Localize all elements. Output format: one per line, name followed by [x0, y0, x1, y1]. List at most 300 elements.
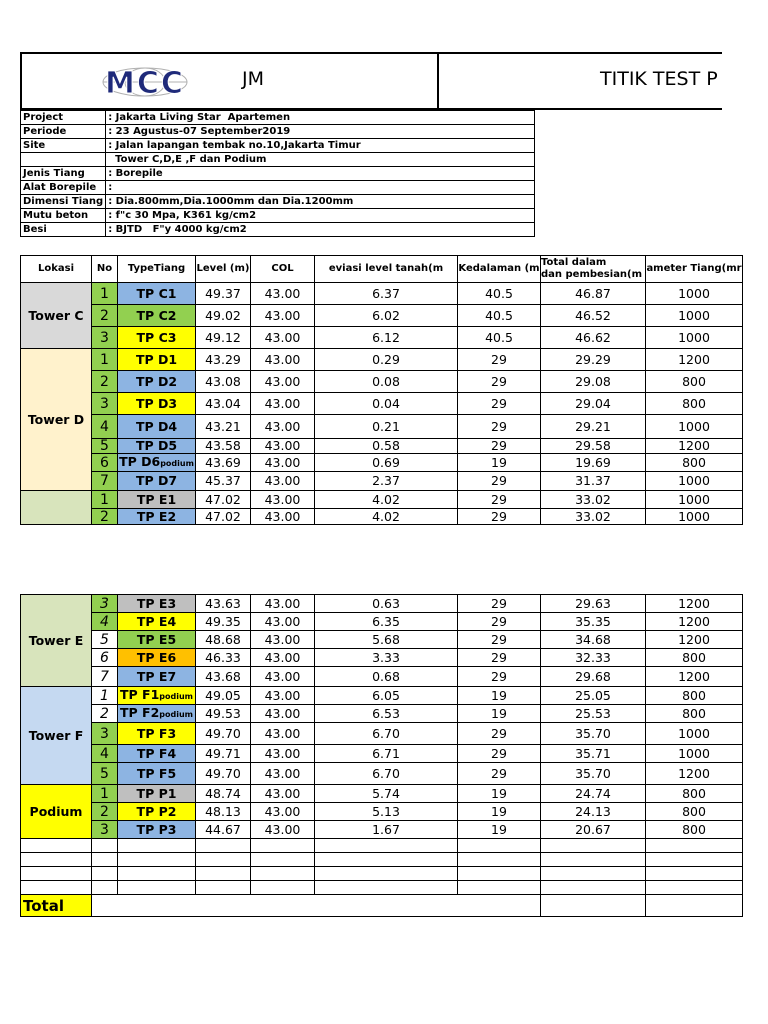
- deviation-value: 0.29: [315, 349, 458, 371]
- col-value: 43.00: [251, 821, 315, 839]
- diameter-value: 1200: [646, 595, 743, 613]
- info-key: Site: [21, 139, 106, 153]
- depth-value: 19: [458, 705, 541, 723]
- level-value: 49.70: [196, 763, 251, 785]
- empty-cell: [251, 853, 315, 867]
- depth-value: 29: [458, 595, 541, 613]
- table-row: [21, 472, 743, 491]
- col-header-diameter: ameter Tiang(mr: [646, 256, 743, 283]
- pile-type-label: TP E3: [136, 595, 177, 611]
- logo-text: MCC: [105, 66, 185, 100]
- depth-value: 29: [458, 472, 541, 491]
- deviation-value: 6.35: [315, 613, 458, 631]
- pile-type: [118, 595, 196, 613]
- pile-type: [118, 723, 196, 745]
- level-value: 48.74: [196, 785, 251, 803]
- pile-type-label: TP E7: [136, 668, 177, 684]
- deviation-value: 6.71: [315, 745, 458, 763]
- total-label: Total: [21, 895, 92, 917]
- level-value: 43.69: [196, 454, 251, 472]
- diameter-value: 1000: [646, 305, 743, 327]
- empty-cell: [251, 867, 315, 881]
- pile-type: [118, 283, 196, 305]
- row-number: 5: [92, 631, 118, 649]
- empty-cell: [541, 853, 646, 867]
- row-number: 5: [92, 763, 118, 785]
- table-row: [21, 595, 743, 613]
- table-row: [21, 439, 743, 454]
- pile-type-label: TP F4: [136, 745, 177, 761]
- depth-value: 29: [458, 631, 541, 649]
- info-value: Tower C,D,E ,F dan Podium: [106, 153, 535, 167]
- total-depth-value: 19.69: [541, 454, 646, 472]
- pile-type-label: TP F1: [119, 686, 160, 702]
- info-row: [21, 167, 535, 181]
- table-row: [21, 705, 743, 723]
- deviation-value: 6.05: [315, 687, 458, 705]
- col-value: 43.00: [251, 327, 315, 349]
- level-value: 49.05: [196, 687, 251, 705]
- total-depth-value: 24.13: [541, 803, 646, 821]
- empty-cell: [646, 853, 743, 867]
- level-value: 43.21: [196, 415, 251, 439]
- table-row: [21, 454, 743, 472]
- empty-cell: [92, 853, 118, 867]
- level-value: 49.71: [196, 745, 251, 763]
- pile-type: [118, 649, 196, 667]
- row-number: 3: [92, 821, 118, 839]
- depth-value: 19: [458, 687, 541, 705]
- depth-value: 29: [458, 613, 541, 631]
- level-value: 43.58: [196, 439, 251, 454]
- depth-value: 29: [458, 509, 541, 525]
- total-depth-value: 24.74: [541, 785, 646, 803]
- depth-value: 29: [458, 439, 541, 454]
- depth-value: 40.5: [458, 327, 541, 349]
- diameter-value: 1200: [646, 613, 743, 631]
- col-value: 43.00: [251, 283, 315, 305]
- table-row: [21, 327, 743, 349]
- pile-type-label: TP F3: [136, 725, 177, 741]
- empty-cell: [196, 867, 251, 881]
- table-row: [21, 745, 743, 763]
- group-label: [21, 491, 92, 525]
- level-value: 43.68: [196, 667, 251, 687]
- col-header-deviasi: eviasi level tanah(m: [315, 256, 458, 283]
- deviation-value: 6.37: [315, 283, 458, 305]
- pile-type-label: TP C3: [136, 329, 177, 345]
- empty-cell: [21, 881, 92, 895]
- depth-value: 29: [458, 491, 541, 509]
- col-value: 43.00: [251, 631, 315, 649]
- deviation-value: 6.70: [315, 723, 458, 745]
- empty-cell: [21, 853, 92, 867]
- empty-cell: [196, 853, 251, 867]
- total-depth-value: 33.02: [541, 509, 646, 525]
- total-depth-value: 29.58: [541, 439, 646, 454]
- diameter-value: 800: [646, 687, 743, 705]
- pile-type-label: TP F2: [119, 704, 160, 720]
- diameter-value: 1000: [646, 327, 743, 349]
- total-depth-value: 20.67: [541, 821, 646, 839]
- empty-cell: [196, 881, 251, 895]
- row-number: 2: [92, 305, 118, 327]
- total-depth-value: 35.70: [541, 763, 646, 785]
- diameter-value: 800: [646, 821, 743, 839]
- pile-type: [118, 509, 196, 525]
- pile-type-label: TP F5: [136, 765, 177, 781]
- empty-row: [21, 853, 743, 867]
- diameter-value: 1200: [646, 349, 743, 371]
- pile-type-label: TP C2: [136, 307, 177, 323]
- depth-value: 29: [458, 723, 541, 745]
- pile-type: [118, 631, 196, 649]
- pile-type: [118, 371, 196, 393]
- pile-type: [118, 763, 196, 785]
- level-value: 49.37: [196, 283, 251, 305]
- empty-cell: [541, 867, 646, 881]
- total-depth-value: 46.62: [541, 327, 646, 349]
- level-value: 43.08: [196, 371, 251, 393]
- col-header-kedalaman: Kedalaman (m: [458, 256, 541, 283]
- pile-type-label: TP E4: [136, 613, 177, 629]
- total-depth-value: 33.02: [541, 491, 646, 509]
- group-label: Podium: [21, 785, 92, 839]
- info-key: Dimensi Tiang: [21, 195, 106, 209]
- pile-type: [118, 491, 196, 509]
- deviation-value: 5.68: [315, 631, 458, 649]
- empty-cell: [92, 881, 118, 895]
- level-value: 49.02: [196, 305, 251, 327]
- info-value: : Jakarta Living Star Apartemen: [106, 111, 535, 125]
- table-row: [21, 283, 743, 305]
- total-row: [21, 895, 743, 917]
- table-header-row: [21, 256, 743, 283]
- deviation-value: 5.74: [315, 785, 458, 803]
- empty-cell: [251, 881, 315, 895]
- pile-type-label: TP E2: [136, 508, 177, 524]
- empty-cell: [92, 839, 118, 853]
- deviation-value: 4.02: [315, 509, 458, 525]
- row-number: 1: [92, 283, 118, 305]
- level-value: 49.12: [196, 327, 251, 349]
- col-value: 43.00: [251, 305, 315, 327]
- deviation-value: 1.67: [315, 821, 458, 839]
- depth-value: 29: [458, 393, 541, 415]
- total-depth-value: 35.71: [541, 745, 646, 763]
- level-value: 44.67: [196, 821, 251, 839]
- row-number: 2: [92, 509, 118, 525]
- deviation-value: 0.08: [315, 371, 458, 393]
- diameter-value: 800: [646, 454, 743, 472]
- level-value: 49.53: [196, 705, 251, 723]
- pile-type: [118, 613, 196, 631]
- pile-type-label: TP D5: [135, 438, 178, 453]
- diameter-value: 1000: [646, 472, 743, 491]
- depth-value: 29: [458, 763, 541, 785]
- empty-cell: [118, 881, 196, 895]
- empty-cell: [646, 867, 743, 881]
- deviation-value: 0.68: [315, 667, 458, 687]
- deviation-value: 0.58: [315, 439, 458, 454]
- level-value: 43.63: [196, 595, 251, 613]
- info-row: [21, 181, 535, 195]
- depth-value: 19: [458, 454, 541, 472]
- row-number: 1: [92, 687, 118, 705]
- row-number: 6: [92, 649, 118, 667]
- info-value: : Dia.800mm,Dia.1000mm dan Dia.1200mm: [106, 195, 535, 209]
- pile-type-label: TP D4: [135, 418, 178, 434]
- info-key: Project: [21, 111, 106, 125]
- deviation-value: 5.13: [315, 803, 458, 821]
- level-value: 47.02: [196, 509, 251, 525]
- pile-type-label: TP P2: [136, 803, 177, 819]
- table-row: [21, 631, 743, 649]
- col-value: 43.00: [251, 613, 315, 631]
- total-depth-value: 46.52: [541, 305, 646, 327]
- table-row: [21, 649, 743, 667]
- pile-type-subscript: podium: [159, 709, 193, 719]
- row-number: 3: [92, 327, 118, 349]
- empty-cell: [315, 839, 458, 853]
- table-row: [21, 803, 743, 821]
- level-value: 47.02: [196, 491, 251, 509]
- total-depth-value: 31.37: [541, 472, 646, 491]
- deviation-value: 0.21: [315, 415, 458, 439]
- deviation-value: 6.70: [315, 763, 458, 785]
- pile-type: [118, 439, 196, 454]
- test-point-table-bottom: [20, 594, 743, 917]
- diameter-value: 1200: [646, 439, 743, 454]
- pile-type: [118, 785, 196, 803]
- empty-cell: [21, 839, 92, 853]
- depth-value: 29: [458, 745, 541, 763]
- total-depth-value: 35.35: [541, 613, 646, 631]
- info-row: [21, 209, 535, 223]
- document-header: [20, 52, 722, 110]
- diameter-value: 800: [646, 649, 743, 667]
- info-value: : Borepile: [106, 167, 535, 181]
- total-depth-value: 29.68: [541, 667, 646, 687]
- depth-value: 19: [458, 803, 541, 821]
- col-header-type: TypeTiang: [118, 256, 196, 283]
- depth-value: 29: [458, 415, 541, 439]
- empty-cell: [92, 867, 118, 881]
- row-number: 1: [92, 785, 118, 803]
- pile-type: [118, 667, 196, 687]
- pile-type: [118, 393, 196, 415]
- group-label: Tower F: [21, 687, 92, 785]
- info-value: : BJTD F"y 4000 kg/cm2: [106, 223, 535, 237]
- pile-type: [118, 687, 196, 705]
- deviation-value: 6.12: [315, 327, 458, 349]
- header-divider: [437, 54, 439, 110]
- col-header-col: COL: [251, 256, 315, 283]
- pile-type-label: TP E6: [136, 649, 177, 665]
- table-row: [21, 415, 743, 439]
- deviation-value: 3.33: [315, 649, 458, 667]
- level-value: 49.70: [196, 723, 251, 745]
- info-key: Besi: [21, 223, 106, 237]
- col-header-total-line2: dan pembesian(m: [541, 269, 643, 280]
- row-number: 4: [92, 745, 118, 763]
- pile-type: [118, 803, 196, 821]
- row-number: 7: [92, 667, 118, 687]
- depth-value: 40.5: [458, 305, 541, 327]
- empty-cell: [458, 867, 541, 881]
- total-depth-value: 25.05: [541, 687, 646, 705]
- total-diameter-cell: [646, 895, 743, 917]
- pile-type-subscript: podium: [160, 458, 194, 468]
- empty-cell: [118, 839, 196, 853]
- empty-cell: [315, 853, 458, 867]
- deviation-value: 0.04: [315, 393, 458, 415]
- info-row: [21, 125, 535, 139]
- row-number: 1: [92, 491, 118, 509]
- pile-type-label: TP E1: [136, 491, 177, 507]
- total-depth-value: 29.08: [541, 371, 646, 393]
- doc-title: TITIK TEST P: [600, 68, 718, 90]
- empty-cell: [541, 839, 646, 853]
- col-value: 43.00: [251, 705, 315, 723]
- row-number: 7: [92, 472, 118, 491]
- empty-cell: [646, 881, 743, 895]
- pile-type: [118, 327, 196, 349]
- info-row: [21, 153, 535, 167]
- pile-type: [118, 305, 196, 327]
- total-depth-value: 29.04: [541, 393, 646, 415]
- table-row: [21, 667, 743, 687]
- total-depth-value: 29.21: [541, 415, 646, 439]
- info-row: [21, 111, 535, 125]
- pile-type-label: TP D3: [135, 395, 178, 411]
- info-key: Periode: [21, 125, 106, 139]
- table-row: [21, 371, 743, 393]
- total-depth-cell: [541, 895, 646, 917]
- pile-type-label: TP C1: [136, 285, 177, 301]
- level-value: 48.68: [196, 631, 251, 649]
- col-value: 43.00: [251, 803, 315, 821]
- row-number: 3: [92, 393, 118, 415]
- diameter-value: 1000: [646, 723, 743, 745]
- pile-type-label: TP P3: [136, 821, 177, 837]
- deviation-value: 6.53: [315, 705, 458, 723]
- total-blank-cell: [92, 895, 541, 917]
- table-row: [21, 349, 743, 371]
- table-row: [21, 821, 743, 839]
- row-number: 3: [92, 723, 118, 745]
- col-value: 43.00: [251, 667, 315, 687]
- info-key: [21, 153, 106, 167]
- empty-cell: [541, 881, 646, 895]
- depth-value: 19: [458, 785, 541, 803]
- pile-type: [118, 349, 196, 371]
- info-key: Jenis Tiang: [21, 167, 106, 181]
- empty-cell: [646, 839, 743, 853]
- row-number: 2: [92, 803, 118, 821]
- table-row: [21, 687, 743, 705]
- total-depth-value: 35.70: [541, 723, 646, 745]
- diameter-value: 800: [646, 705, 743, 723]
- col-value: 43.00: [251, 439, 315, 454]
- pile-type: [118, 705, 196, 723]
- row-number: 2: [92, 705, 118, 723]
- level-value: 46.33: [196, 649, 251, 667]
- col-value: 43.00: [251, 687, 315, 705]
- empty-cell: [458, 839, 541, 853]
- diameter-value: 800: [646, 371, 743, 393]
- empty-cell: [21, 867, 92, 881]
- table-row: [21, 613, 743, 631]
- total-depth-value: 32.33: [541, 649, 646, 667]
- mcc-logo: [80, 64, 210, 100]
- project-info: [20, 110, 535, 237]
- table-row: [21, 305, 743, 327]
- group-label: Tower D: [21, 349, 92, 491]
- empty-cell: [315, 867, 458, 881]
- diameter-value: 1000: [646, 491, 743, 509]
- col-value: 43.00: [251, 649, 315, 667]
- diameter-value: 1200: [646, 631, 743, 649]
- empty-cell: [458, 881, 541, 895]
- col-value: 43.00: [251, 595, 315, 613]
- info-row: [21, 195, 535, 209]
- row-number: 2: [92, 371, 118, 393]
- pile-type: [118, 472, 196, 491]
- total-depth-value: 25.53: [541, 705, 646, 723]
- col-value: 43.00: [251, 349, 315, 371]
- row-number: 4: [92, 415, 118, 439]
- group-label: Tower E: [21, 595, 92, 687]
- pile-type: [118, 821, 196, 839]
- doc-code: JM: [242, 68, 264, 90]
- empty-cell: [251, 839, 315, 853]
- info-value: : f"c 30 Mpa, K361 kg/cm2: [106, 209, 535, 223]
- empty-row: [21, 881, 743, 895]
- total-depth-value: 46.87: [541, 283, 646, 305]
- col-value: 43.00: [251, 393, 315, 415]
- info-value: : 23 Agustus-07 September2019: [106, 125, 535, 139]
- depth-value: 29: [458, 649, 541, 667]
- empty-cell: [118, 867, 196, 881]
- table-row: [21, 509, 743, 525]
- level-value: 48.13: [196, 803, 251, 821]
- col-value: 43.00: [251, 415, 315, 439]
- level-value: 45.37: [196, 472, 251, 491]
- col-value: 43.00: [251, 454, 315, 472]
- level-value: 43.29: [196, 349, 251, 371]
- col-value: 43.00: [251, 763, 315, 785]
- empty-cell: [118, 853, 196, 867]
- pile-type: [118, 415, 196, 439]
- info-row: [21, 223, 535, 237]
- col-header-total-line1: Total dalam: [541, 257, 607, 268]
- pile-type-label: TP D2: [135, 373, 178, 389]
- col-value: 43.00: [251, 491, 315, 509]
- col-value: 43.00: [251, 509, 315, 525]
- row-number: 6: [92, 454, 118, 472]
- total-depth-value: 29.29: [541, 349, 646, 371]
- test-point-table-top: [20, 255, 743, 525]
- deviation-value: 0.69: [315, 454, 458, 472]
- diameter-value: 1000: [646, 283, 743, 305]
- depth-value: 40.5: [458, 283, 541, 305]
- row-number: 3: [92, 595, 118, 613]
- empty-cell: [196, 839, 251, 853]
- level-value: 49.35: [196, 613, 251, 631]
- diameter-value: 1000: [646, 415, 743, 439]
- row-number: 5: [92, 439, 118, 454]
